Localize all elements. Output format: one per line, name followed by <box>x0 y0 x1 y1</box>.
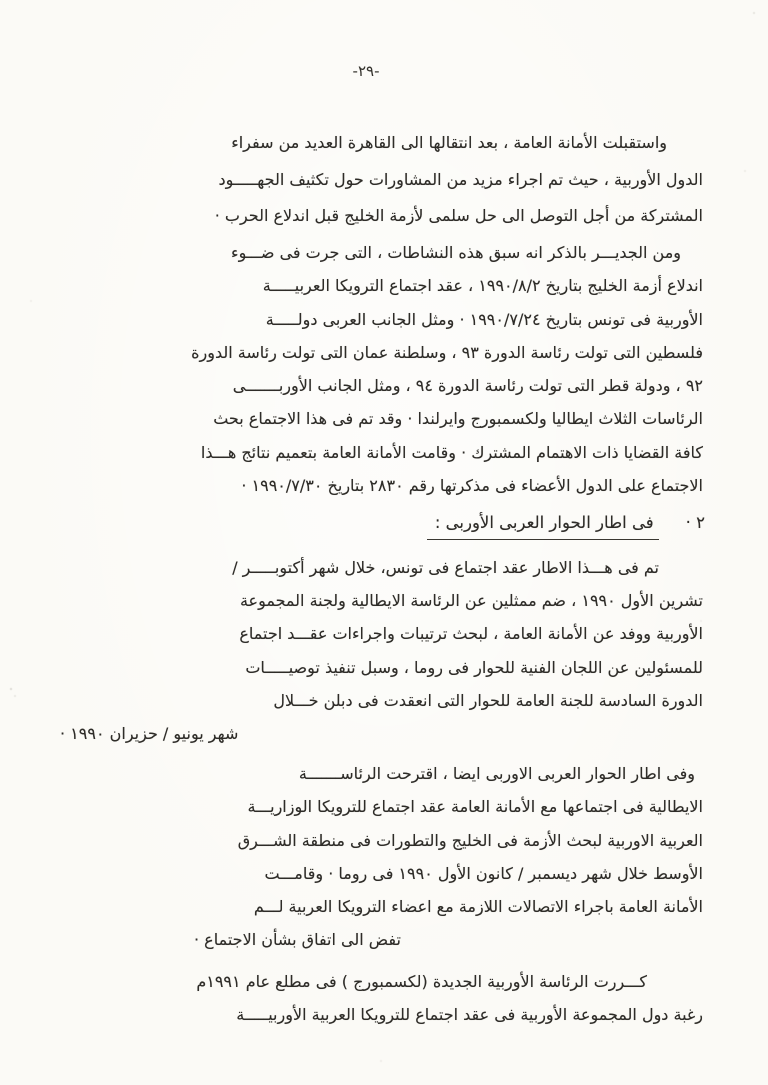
text-line: تفض الى اتفاق بشأن الاجتماع · <box>194 930 401 950</box>
scan-noise-specks <box>0 0 2 2</box>
text-line: المشتركة من أجل التوصل الى حل سلمى لأزمة الخليج قبل اندلاع الحرب · <box>214 206 703 225</box>
paragraph-1 <box>58 125 703 235</box>
paragraph-3 <box>58 551 703 750</box>
text-line: تشرين الأول ١٩٩٠ ، ضم ممثلين عن الرئاسة الايطالية ولجنة المجموعة <box>239 591 703 611</box>
paragraph-2 <box>58 236 703 502</box>
page-number: -٢٩- <box>352 62 380 80</box>
text-line: الأمانة العامة باجراء الاتصالات اللازمة مع اعضاء الترويكا العربية لـــم <box>253 897 703 917</box>
text-line: للمسئولين عن اللجان الفنية للحوار فى روما ، وسبل تنفيذ توصيـــــات <box>245 657 703 677</box>
text-line: فلسطين التى تولت رئاسة الدورة ٩٣ ، وسلطنة عمان التى تولت رئاسة الدورة <box>191 342 703 362</box>
paragraph-4 <box>58 757 703 957</box>
section-heading <box>427 513 705 540</box>
section-title: فى اطار الحوار العربى الأوربى : <box>427 513 659 540</box>
text-line: العربية الاوربية لبحث الأزمة فى الخليج والتطورات فى منطقة الشـــرق <box>237 830 703 850</box>
text-line: رغبة دول المجموعة الأوربية فى عقد اجتماع للترويكا العربية الأوربيـــــة <box>236 1004 703 1024</box>
text-line: الرئاسات الثلاث ايطاليا ولكسمبورج وايرلندا · وقد تم فى هذا الاجتماع بحث <box>213 409 703 429</box>
text-line: وفى اطار الحوار العربى الاوربى ايضا ، اقترحت الرئاســـــــة <box>298 764 695 783</box>
text-line: الأوسط خلال شهر ديسمبر / كانون الأول ١٩٩٠ فى روما · وقامـــت <box>264 863 703 883</box>
text-line: الأوربية فى تونس بتاريخ ١٩٩٠/٧/٢٤ · ومثل الجانب العربى دولـــــة <box>265 309 703 329</box>
text-line: واستقبلت الأمانة العامة ، بعد انتقالها الى القاهرة العديد من سفراء <box>231 133 667 152</box>
text-line: اندلاع أزمة الخليج بتاريخ ١٩٩٠/٨/٢ ، عقد اجتماع الترويكا العربيـــــة <box>262 276 703 296</box>
text-line: كـــررت الرئاسة الأوربية الجديدة (لكسمبورج ) فى مطلع عام ١٩٩١م <box>196 972 647 991</box>
text-line: الدول الأوربية ، حيث تم اجراء مزيد من المشاورات حول تكثيف الجهـــــود <box>218 169 703 189</box>
text-line: ومن الجديـــر بالذكر انه سبق هذه النشاطات ، التى جرت فى ضـــوء <box>231 243 681 262</box>
text-line: تم فى هـــذا الاطار عقد اجتماع فى تونس، خلال شهر أكتوبـــــر / <box>232 558 659 577</box>
text-line: شهر يونيو / حزيران ١٩٩٠ · <box>60 723 239 743</box>
section-number: ٢ · <box>685 513 705 532</box>
text-line: كافة القضايا ذات الاهتمام المشترك · وقامت الأمانة العامة بتعميم نتائج هـــذا <box>200 442 703 462</box>
text-line: الاجتماع على الدول الأعضاء فى مذكرتها رقم ٢٨٣٠ بتاريخ ١٩٩٠/٧/٣٠ · <box>241 476 703 496</box>
text-line: الأوربية ووفد عن الأمانة العامة ، لبحث ترتيبات واجراءات عقـــد اجتماع <box>239 624 703 644</box>
text-line: ٩٢ ، ودولة قطر التى تولت رئاسة الدورة ٩٤ ، ومثل الجانب الأوربـــــــى <box>232 376 703 396</box>
text-line: الدورة السادسة للجنة العامة للحوار التى انعقدت فى دبلن خـــلال <box>273 690 703 710</box>
text-line: الايطالية فى اجتماعها مع الأمانة العامة عقد اجتماع للترويكا الوزاريـــة <box>247 797 703 817</box>
paragraph-5 <box>58 966 703 1031</box>
